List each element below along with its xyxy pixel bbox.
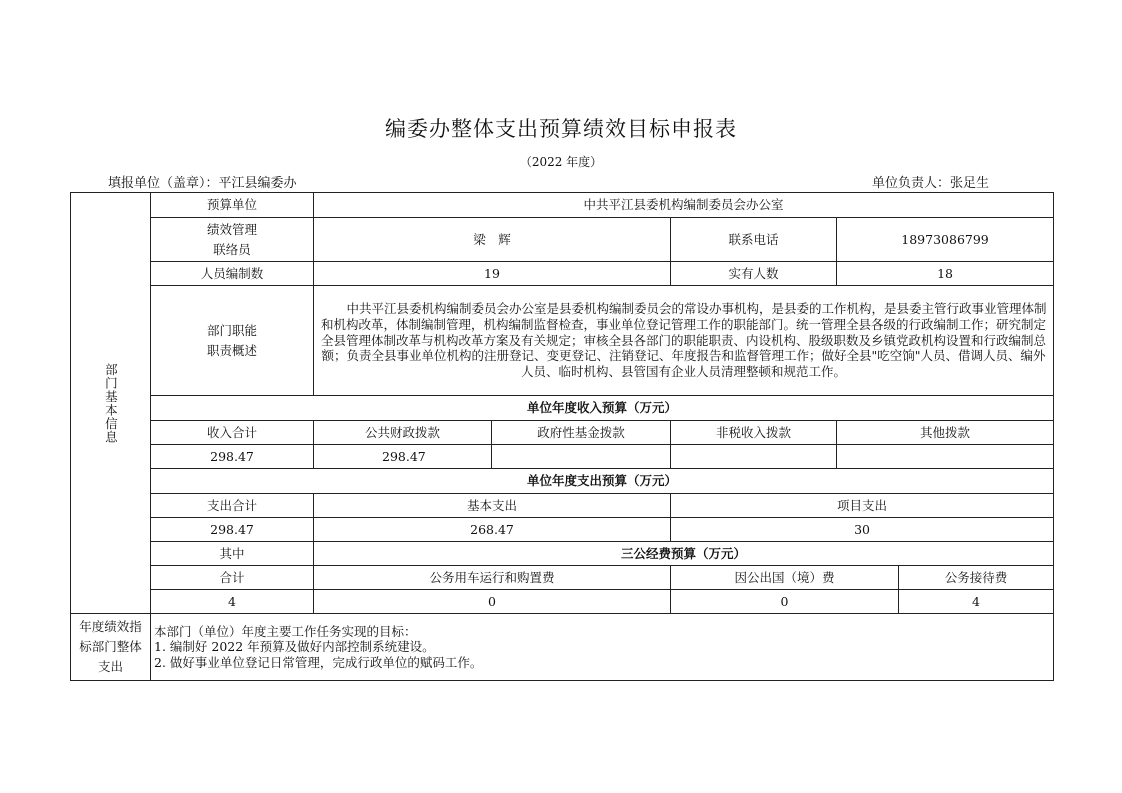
expense-header-total: 支出合计 — [151, 494, 314, 518]
staffing-value: 19 — [314, 262, 671, 286]
row-three-public-values — [71, 590, 1054, 614]
row-three-public-title — [71, 542, 1054, 566]
row-goals — [71, 614, 1054, 681]
three-public-title: 三公经费预算（万元） — [314, 542, 1054, 566]
income-value-total: 298.47 — [151, 445, 314, 469]
goals-label — [71, 614, 151, 681]
row-three-public-headers — [71, 566, 1054, 590]
duty-label — [151, 286, 314, 396]
row-staffing — [71, 262, 1054, 286]
row-expense-headers — [71, 494, 1054, 518]
three-public-value-reception: 4 — [899, 590, 1054, 614]
income-header-total: 收入合计 — [151, 421, 314, 445]
contact-label-line1: 绩效管理 — [206, 221, 257, 237]
form-year: （2022 年度） — [519, 155, 603, 169]
goals-line-intro: 本部门（单位）年度主要工作任务实现的目标： — [154, 623, 417, 639]
expense-header-basic: 基本支出 — [314, 494, 671, 518]
three-public-header-vehicle: 公务用车运行和购置费 — [314, 566, 671, 590]
three-public-value-abroad: 0 — [671, 590, 899, 614]
expense-value-total: 298.47 — [151, 518, 314, 542]
income-header-public-finance: 公共财政拨款 — [314, 421, 492, 445]
goals-label-line3: 支出 — [97, 659, 123, 674]
three-public-header-total: 合计 — [151, 566, 314, 590]
section-basic-info — [71, 193, 151, 614]
row-budget-unit — [71, 193, 1054, 218]
actual-value: 18 — [837, 262, 1054, 286]
income-title: 单位年度收入预算（万元） — [151, 396, 1054, 421]
duty-label-line2: 职责概述 — [206, 342, 257, 358]
row-income-values — [71, 445, 1054, 469]
goals-line-1: 1. 编制好 2022 年预算及做好内部控制系统建设。 — [154, 639, 435, 655]
expense-header-project: 项目支出 — [671, 494, 1054, 518]
staffing-label: 人员编制数 — [151, 262, 314, 286]
three-public-header-reception: 公务接待费 — [899, 566, 1054, 590]
fill-unit: 填报单位（盖章）：平江县编委办 — [108, 176, 297, 191]
phone-label: 联系电话 — [671, 218, 837, 262]
row-duties — [71, 286, 1054, 396]
contact-value: 梁 辉 — [314, 218, 671, 262]
performance-form-table — [70, 192, 1054, 681]
row-expense-values — [71, 518, 1054, 542]
phone-value: 18973086799 — [837, 218, 1054, 262]
expense-value-project: 30 — [671, 518, 1054, 542]
row-contact — [71, 218, 1054, 262]
expense-value-basic: 268.47 — [314, 518, 671, 542]
duty-label-line1: 部门职能 — [206, 322, 257, 338]
income-header-gov-fund: 政府性基金拨款 — [492, 421, 671, 445]
income-value-public-finance: 298.47 — [314, 445, 492, 469]
goals-label-line2: 标部门整体 — [79, 639, 142, 654]
income-header-nontax: 非税收入拨款 — [671, 421, 837, 445]
actual-label: 实有人数 — [671, 262, 837, 286]
section-basic-info-label: 部门基本信息 — [103, 362, 119, 444]
three-public-label: 其中 — [151, 542, 314, 566]
income-header-other: 其他拨款 — [837, 421, 1054, 445]
expense-title: 单位年度支出预算（万元） — [151, 469, 1054, 494]
contact-label-line2: 联络员 — [213, 241, 251, 257]
row-income-headers — [71, 421, 1054, 445]
form-title: 编委办整体支出预算绩效目标申报表 — [385, 117, 737, 141]
three-public-value-vehicle: 0 — [314, 590, 671, 614]
goals-content — [151, 614, 1054, 681]
income-value-nontax — [671, 445, 837, 469]
budget-unit-value: 中共平江县委机构编制委员会办公室 — [314, 193, 1054, 218]
three-public-header-abroad: 因公出国（境）费 — [671, 566, 899, 590]
duty-description — [314, 286, 1054, 396]
budget-unit-label: 预算单位 — [151, 193, 314, 218]
row-expense-title — [71, 469, 1054, 494]
goals-label-line1: 年度绩效指 — [79, 619, 142, 634]
income-value-gov-fund — [492, 445, 671, 469]
row-income-title — [71, 396, 1054, 421]
three-public-value-total: 4 — [151, 590, 314, 614]
unit-responsible: 单位负责人：张足生 — [872, 176, 990, 191]
goals-line-2: 2. 做好事业单位登记日常管理，完成行政单位的赋码工作。 — [154, 654, 483, 670]
duty-text: 中共平江县委机构编制委员会办公室是县委机构编制委员会的常设办事机构，是县委的工作机构，是县委主管行政事业管理体制和机构改革，体制编制管理，机构编制监督检查，事业单位登记管理工作的职能部门。统一管理全县各级的行政编制工作；研究制定全县管理体制改革与机构改革方案及有关规定；审核全县各部门的职能职责、内设机构、股级职数及乡镇党政机构设置和行政编制总额；负责全县事业单位机构的注册登记、变更登记、注销登记、年度报告和监督管理工作；做好全县"吃空饷"人员、借调人员、编外人员、临时机构、县管国有企业人员清理整顿和规范工作。 — [321, 301, 1047, 379]
income-value-other — [837, 445, 1054, 469]
contact-label — [151, 218, 314, 262]
